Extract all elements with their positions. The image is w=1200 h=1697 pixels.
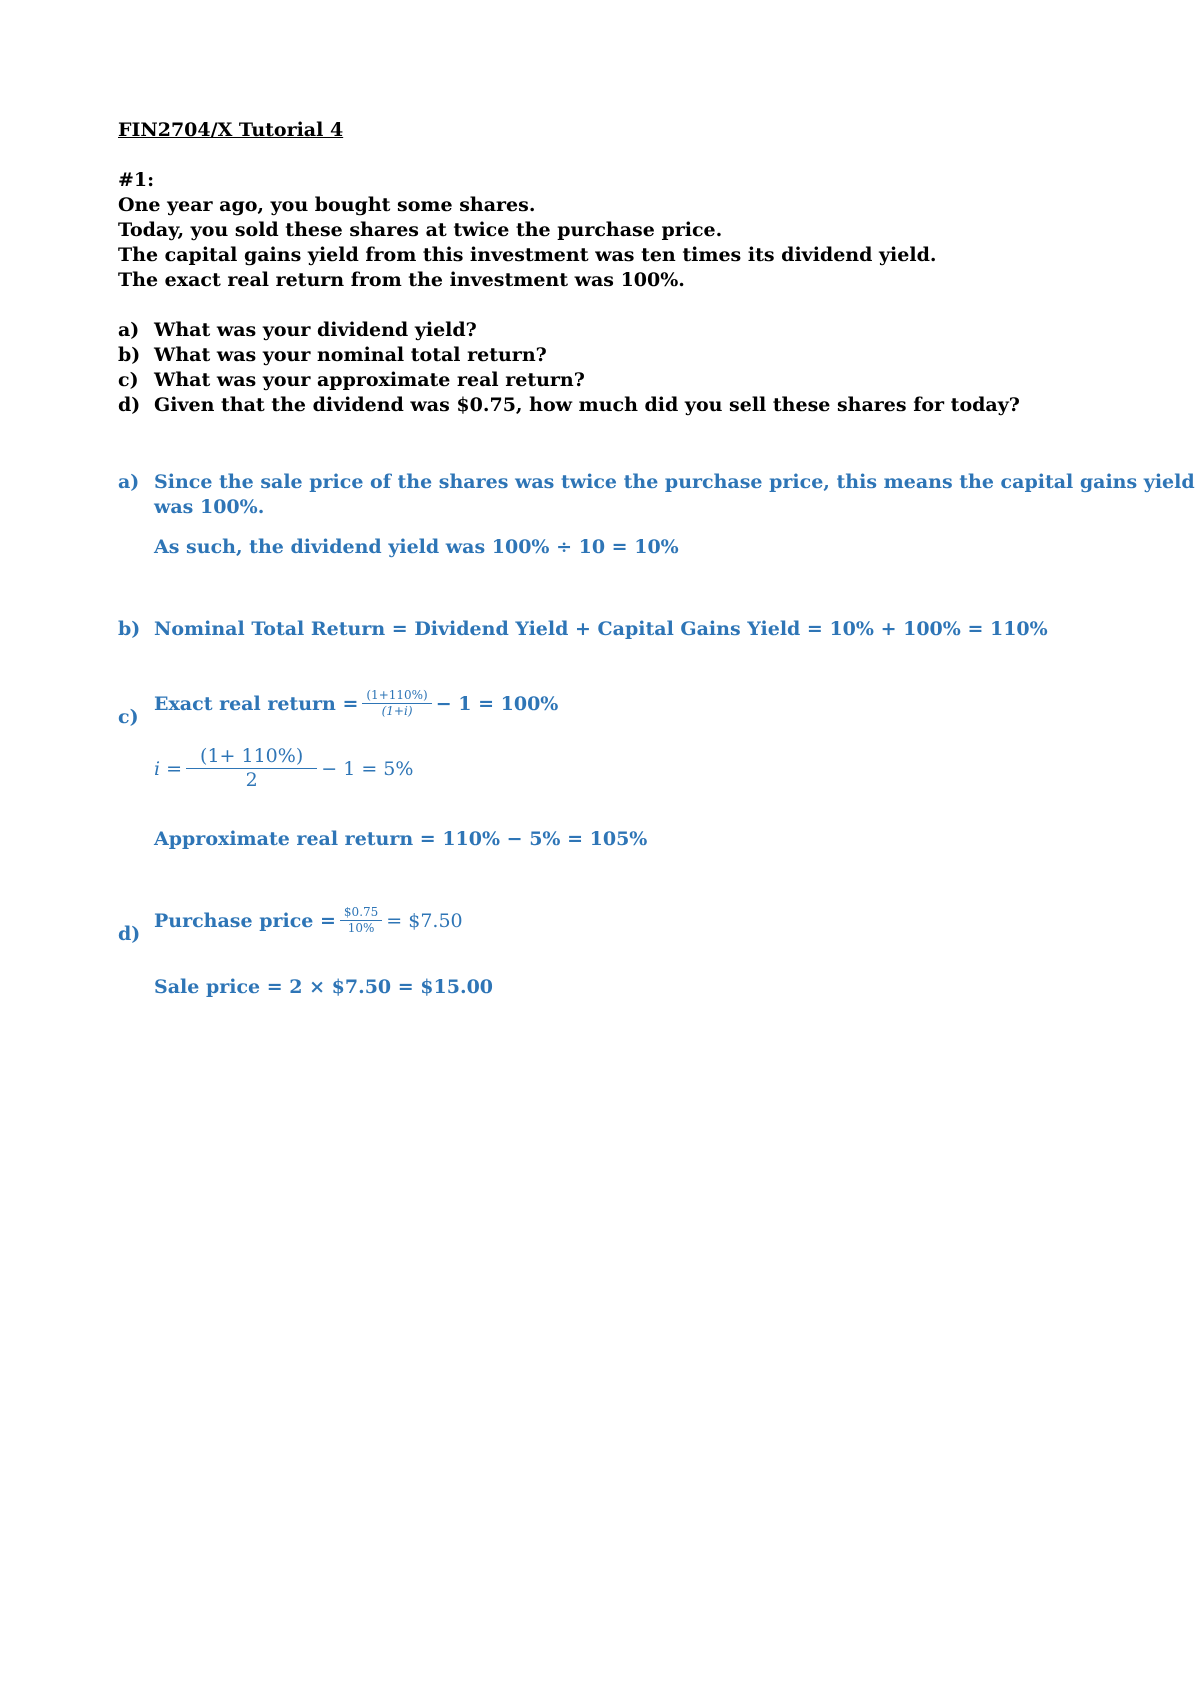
answer-c-approx-line [154, 827, 647, 851]
answer-d-sale-result: $15.00 [420, 976, 494, 998]
answer-d-purchase-suffix: = $7.50 [386, 909, 463, 932]
answer-c-i-denominator: 2 [245, 769, 258, 791]
question-line-2: Today, you sold these shares at twice the purchase price. [118, 219, 723, 241]
answer-a-result: 10% [634, 536, 679, 558]
answer-c-exact-prefix: Exact real return = [154, 692, 359, 715]
answer-c-i-numerator: (1+ 110%) [186, 745, 317, 769]
page-title: FIN2704/X Tutorial 4 [118, 119, 344, 141]
answer-d-purchase-fraction [340, 905, 382, 936]
part-d-label: d) [118, 394, 141, 416]
answer-c-exact-fraction [362, 688, 431, 719]
answer-c-approx-result: 105% [589, 828, 648, 850]
answer-c-i-line [154, 745, 413, 792]
answer-d-sale-prefix: Sale price = 2 × $7.50 = [154, 976, 421, 998]
part-d-text: Given that the dividend was $0.75, how much did you sell these shares for today? [154, 394, 1020, 416]
answer-d-purchase-denominator: 10% [347, 921, 375, 935]
answer-d-purchase-numerator: $0.75 [340, 905, 382, 921]
answer-b-result: 110% [989, 618, 1048, 640]
answer-c-i-suffix: − 1 = 5% [321, 757, 414, 780]
answer-c-exact-numerator: (1+110%) [362, 688, 431, 704]
part-a-label: a) [118, 319, 140, 341]
answer-a-line-3 [154, 535, 679, 559]
answer-c-label: c) [118, 706, 139, 728]
answer-b-label: b) [118, 618, 141, 640]
part-b-label: b) [118, 344, 141, 366]
question-line-3: The capital gains yield from this investment was ten times its dividend yield. [118, 244, 937, 266]
answer-c-approx-prefix: Approximate real return = 110% − 5% = [154, 828, 590, 850]
answer-b-line [154, 617, 1048, 641]
part-a-text: What was your dividend yield? [154, 319, 477, 341]
answer-c-i-prefix: i = [154, 757, 183, 780]
answer-a-line-2: was 100%. [154, 496, 265, 518]
answer-c-exact-denominator: (1+i) [381, 704, 413, 718]
answer-a-label: a) [118, 471, 140, 493]
part-c-text: What was your approximate real return? [154, 369, 585, 391]
answer-d-purchase-line [154, 905, 463, 936]
answer-d-purchase-prefix: Purchase price = [154, 909, 336, 932]
answer-c-exact-suffix: − 1 = 100% [435, 692, 559, 715]
part-c-label: c) [118, 369, 139, 391]
answer-c-exact-line [154, 688, 558, 719]
answer-d-label: d) [118, 923, 141, 945]
part-b-text: What was your nominal total return? [154, 344, 547, 366]
question-number: #1: [118, 169, 155, 191]
answer-c-i-fraction [186, 745, 317, 792]
answer-a-line-1: Since the sale price of the shares was twice the purchase price, this means the capital gains yield [154, 471, 1195, 493]
answer-a-line-3-prefix: As such, the dividend yield was 100% ÷ 10 = [154, 536, 635, 558]
question-line-4: The exact real return from the investment was 100%. [118, 269, 685, 291]
answer-d-sale-line [154, 975, 493, 999]
answer-b-prefix: Nominal Total Return = Dividend Yield + Capital Gains Yield = 10% + 100% = [154, 618, 990, 640]
question-line-1: One year ago, you bought some shares. [118, 194, 536, 216]
